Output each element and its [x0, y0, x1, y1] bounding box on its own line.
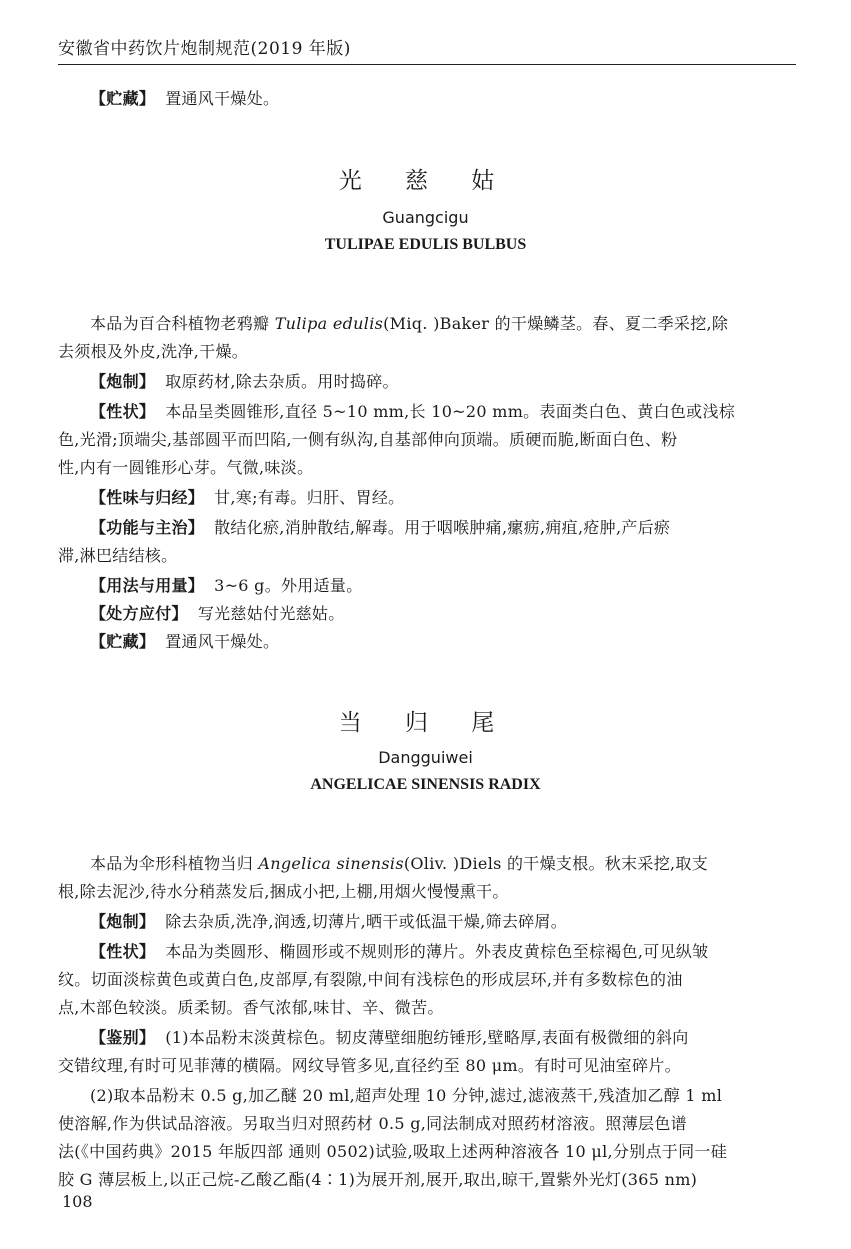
character-line: 色,光滑;顶端尖,基部圆平而凹陷,一侧有纵沟,自基部伸向顶端。质硬而脆,断面白色、粉	[58, 430, 678, 449]
character-label: 【性状】	[90, 402, 156, 421]
intro-text: (Miq. )Baker 的干燥鳞茎。春、夏二季采挖,除	[383, 314, 729, 333]
identification-text: (1)本品粉末淡黄棕色。韧皮薄壁细胞纺锤形,壁略厚,表面有极微细的斜向	[165, 1028, 689, 1047]
character-line: 点,木部色较淡。质柔韧。香气浓郁,味甘、辛、微苦。	[58, 998, 444, 1017]
character-label: 【性状】	[90, 942, 156, 961]
identification-line: 使溶解,作为供试品溶液。另取当归对照药材 0.5 g,同法制成对照药材溶液。照薄层色谱	[58, 1114, 687, 1133]
prescription-label: 【处方应付】	[90, 604, 188, 623]
entry-title: 光 慈 姑	[338, 168, 513, 194]
character-line	[90, 401, 798, 423]
processing-text: 除去杂质,洗净,润透,切薄片,晒干或低温干燥,筛去碎屑。	[165, 912, 568, 931]
entry-latin-name: TULIPAE EDULIS BULBUS	[324, 236, 527, 253]
nature-line	[90, 487, 798, 509]
storage-text: 置通风干燥处。	[165, 632, 280, 651]
intro-text: (Oliv. )Diels 的干燥支根。秋末采挖,取支	[403, 854, 708, 873]
identification-line: (2)取本品粉末 0.5 g,加乙醚 20 ml,超声处理 10 分钟,滤过,滤液蒸干,残渣加乙醇 1 ml	[90, 1086, 723, 1105]
processing-line	[90, 911, 798, 933]
entry-pinyin: Guangcigu	[382, 208, 469, 227]
prescription-text: 写光慈姑付光慈姑。	[197, 604, 345, 623]
prev-storage-line	[90, 88, 798, 110]
running-header: 安徽省中药饮片炮制规范(2019 年版)	[58, 39, 351, 59]
character-line: 性,内有一圆锥形心芽。气微,味淡。	[58, 458, 314, 477]
storage-line	[90, 631, 798, 653]
nature-text: 甘,寒;有毒。归肝、胃经。	[214, 488, 405, 507]
identification-line: 胶 G 薄层板上,以正己烷-乙酸乙酯(4∶1)为展开剂,展开,取出,晾干,置紫外光灯(365 nm)	[58, 1170, 698, 1189]
function-text: 散结化瘀,消肿散结,解毒。用于咽喉肿痛,瘰疬,痈疽,疮肿,产后瘀	[214, 518, 671, 537]
storage-text: 置通风干燥处。	[165, 89, 280, 108]
entry-pinyin: Dangguiwei	[378, 748, 473, 767]
identification-line	[90, 1027, 798, 1049]
intro-line: 根,除去泥沙,待水分稍蒸发后,捆成小把,上棚,用烟火慢慢熏干。	[58, 882, 509, 901]
function-label: 【功能与主治】	[90, 518, 205, 537]
storage-label: 【贮藏】	[90, 89, 156, 108]
storage-label: 【贮藏】	[90, 632, 156, 651]
usage-text: 3~6 g。外用适量。	[214, 576, 363, 595]
function-line	[90, 517, 798, 539]
processing-label: 【炮制】	[90, 912, 156, 931]
intro-line	[90, 313, 798, 335]
intro-text: 本品为伞形科植物当归	[90, 854, 259, 873]
usage-label: 【用法与用量】	[90, 576, 205, 595]
processing-line	[90, 371, 798, 393]
character-line	[90, 941, 798, 963]
nature-label: 【性味与归经】	[90, 488, 205, 507]
processing-label: 【炮制】	[90, 372, 156, 391]
intro-text: 本品为百合科植物老鸦瓣	[90, 314, 275, 333]
character-text: 本品呈类圆锥形,直径 5~10 mm,长 10~20 mm。表面类白色、黄白色或浅棕	[165, 402, 736, 421]
page-number: 108	[62, 1192, 93, 1211]
entry-latin-name: ANGELICAE SINENSIS RADIX	[310, 776, 541, 793]
species-name: Tulipa edulis	[274, 314, 384, 333]
header-rule	[58, 64, 796, 65]
character-line: 纹。切面淡棕黄色或黄白色,皮部厚,有裂隙,中间有浅棕色的形成层环,并有多数棕色的油	[58, 970, 683, 989]
intro-line: 去须根及外皮,洗净,干燥。	[58, 342, 249, 361]
entry-title: 当 归 尾	[338, 710, 513, 736]
intro-line	[90, 853, 798, 875]
identification-line: 交错纹理,有时可见菲薄的横隔。网纹导管多见,直径约至 80 μm。有时可见油室碎片。	[58, 1056, 681, 1075]
processing-text: 取原药材,除去杂质。用时捣碎。	[165, 372, 399, 391]
usage-line	[90, 575, 798, 597]
function-line: 滞,淋巴结结核。	[58, 546, 178, 565]
identification-line: 法(《中国药典》2015 年版四部 通则 0502)试验,吸取上述两种溶液各 10 μl,分别点于同一硅	[58, 1142, 727, 1161]
species-name: Angelica sinensis	[258, 854, 404, 873]
identification-label: 【鉴别】	[90, 1028, 156, 1047]
character-text: 本品为类圆形、椭圆形或不规则形的薄片。外表皮黄棕色至棕褐色,可见纵皱	[165, 942, 709, 961]
prescription-line	[90, 603, 798, 625]
